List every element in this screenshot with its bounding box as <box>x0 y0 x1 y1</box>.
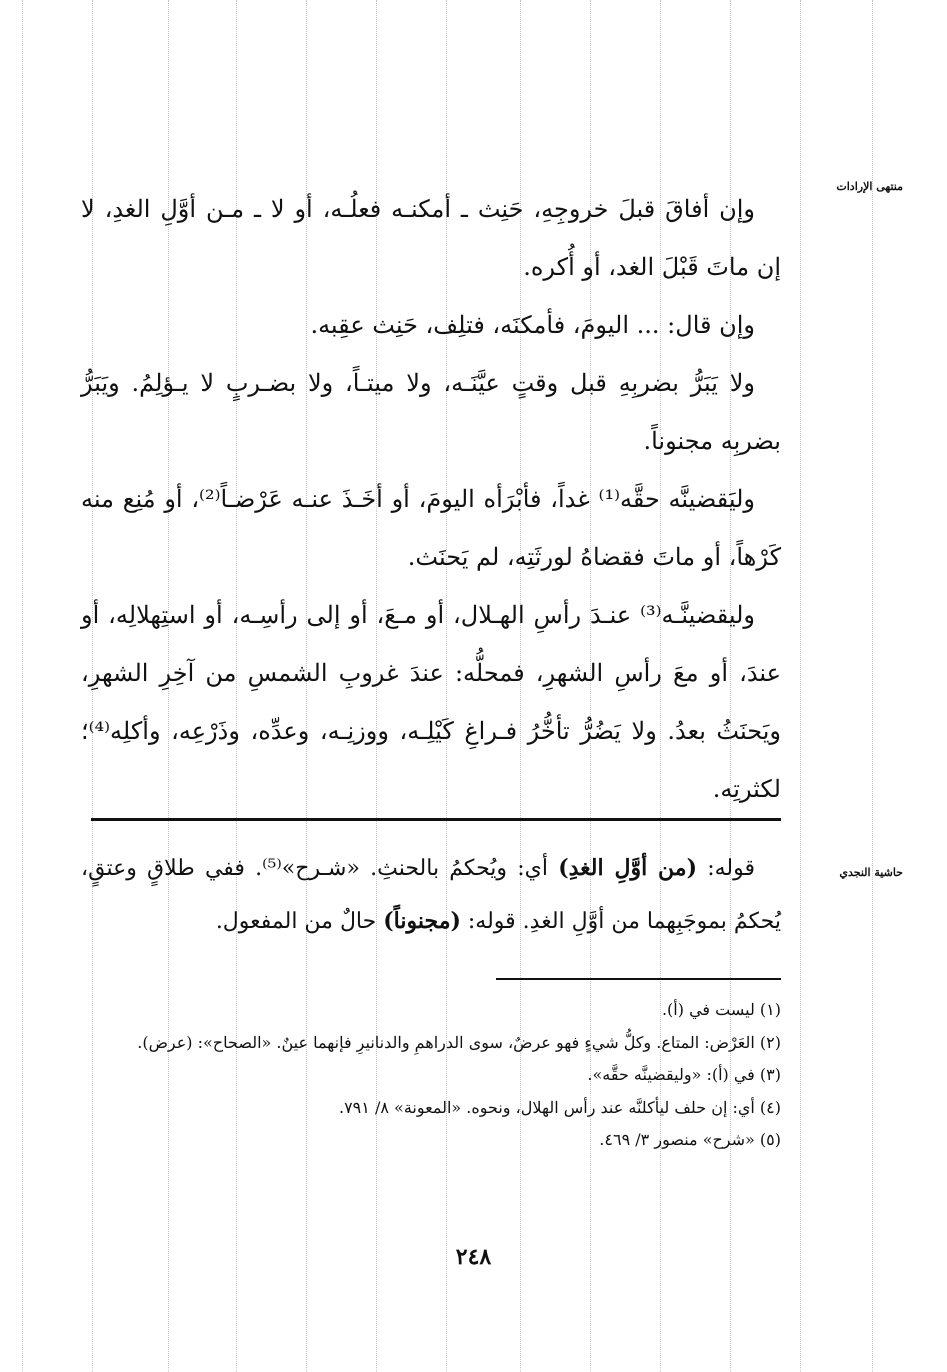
main-paragraph: وليقضينَّـه⁽³⁾ عنـدَ رأسِ الهـلال، أو مـعَ، أو إلى رأسِـه، أو استِهلالِه، أو عندَ، أو معَ رأسِ الشهرِ، فمحلُّه: عندَ غروبِ الشمسِ من آخِرِ الشهرِ، ويَحنَثُ بعدُ. ولا يَضُرُّ تأخُّرُ فـراغِ كَيْلِـه، ووزنِـه، وعدِّه، وذَرْعِه، وأكلِه⁽⁴⁾؛ لكثرتِه. <box>81 601 781 803</box>
side-label-hashiya: حاشية النجدي <box>839 866 903 879</box>
main-paragraph: وإن قال: ... اليومَ، فأمكنَه، فتلِف، حَنِث عقِبه. <box>310 311 755 339</box>
hashiya-gloss: حالٌ من المفعول. <box>215 909 377 934</box>
footnote-separator <box>496 978 781 980</box>
footnotes <box>81 994 781 1157</box>
page-number: ٢٤٨ <box>455 1244 492 1270</box>
hashiya-lead: قوله: <box>707 856 756 881</box>
main-paragraph: وليَقضينَّه حقَّه⁽¹⁾ غداً، فأبْرَأه اليومَ، أو أخَـذَ عنـه عَرْضـاً⁽²⁾، أو مُنِع منه كَرْهاً، أو ماتَ فقضاهُ لورثَتِه، لم يَحنَث. <box>81 485 781 571</box>
footnote: (٤) أي: إن حلف ليأكلنَّه عند رأس الهلال، ونحوه. «المعونة» ٨/ ٧٩١. <box>338 1097 781 1117</box>
footnote: (٢) العَرْض: المتاع. وكلُّ شيءٍ فهو عرضٌ، سوى الدراهمِ والدنانيرِ فإنهما عينٌ. «الصحاح»: (عرض). <box>137 1032 781 1052</box>
footnote: (٥) «شرح» منصور ٣/ ٤٦٩. <box>599 1130 781 1149</box>
main-paragraph: وإن أفاقَ قبلَ خروجِهِ، حَنِث ـ أمكنـه فعلُـه، أو لا ـ مـن أوَّلِ الغدِ، لا إن ماتَ قَبْلَ الغد، أو أُكره. <box>81 195 781 281</box>
hashiya-text <box>81 842 781 948</box>
footnote: (٣) في (أ): «وليقضينَّه حقَّه». <box>587 1065 781 1084</box>
hashiya-separator <box>91 818 781 821</box>
hashiya-term: (مجنوناً) <box>383 908 461 934</box>
side-label-main: منتهى الإرادات <box>836 180 903 193</box>
footnote: (١) ليست في (أ). <box>661 1000 781 1019</box>
hashiya-term: (من أوَّلِ الغدِ) <box>558 855 697 881</box>
main-text <box>81 180 781 818</box>
hashiya-paragraph <box>81 842 781 948</box>
hashiya-gloss: أي: ويُحكمُ بالحنثِ. «شـرح»⁽⁵⁾. ففي طلاقٍ وعتقٍ، يُحكمُ بموجَبِهما من أوَّلِ الغدِ. قوله: <box>81 856 781 934</box>
scan-guide-line <box>800 0 801 1372</box>
scan-guide-line <box>22 0 23 1372</box>
main-paragraph: ولا يَبَرُّ بضربِهِ قبل وقتٍ عيَّنَـه، ولا ميتـاً، ولا بضـربٍ لا يـؤلِمُ. ويَبَرُّ بضربِه مجنوناً. <box>81 369 781 455</box>
scan-guide-line <box>872 0 873 1372</box>
